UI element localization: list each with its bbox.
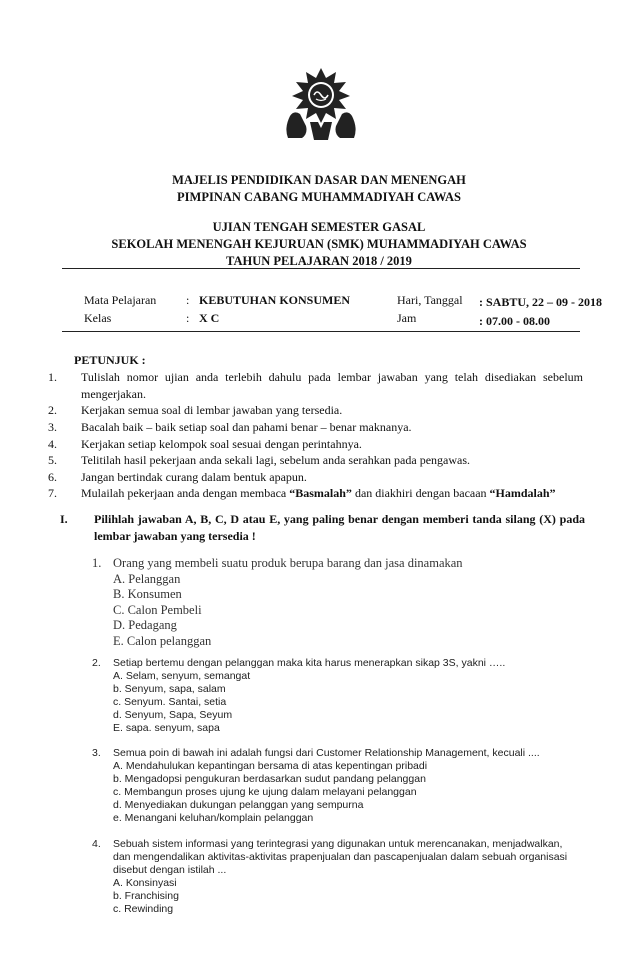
question-text: Orang yang membeli suatu produk berupa barang dan jasa dinamakan xyxy=(113,556,463,570)
question-number: 2. xyxy=(92,657,101,669)
petunjuk-text: Telitilah hasil pekerjaan anda sekali lagi, sebelum anda serahkan pada pengawas. xyxy=(81,453,471,467)
class-colon: : xyxy=(186,311,190,325)
section-instruction xyxy=(60,511,585,545)
petunjuk-num: 6. xyxy=(48,470,57,484)
muhammadiyah-logo xyxy=(276,66,366,146)
option: c. Senyum. Santai, setia xyxy=(113,696,227,708)
time-label: Jam xyxy=(397,311,417,325)
class-value: X C xyxy=(199,311,220,325)
petunjuk-text: Bacalah baik – baik setiap soal dan pahami benar – benar maknanya. xyxy=(81,420,412,434)
option: A. Konsinyasi xyxy=(113,877,177,889)
time-value: : 07.00 - 08.00 xyxy=(479,314,550,328)
option: B. Konsumen xyxy=(113,587,182,601)
hamdalah-text: “Hamdalah” xyxy=(489,486,556,500)
option: d. Senyum, Sapa, Seyum xyxy=(113,709,233,721)
question-number: 3. xyxy=(92,747,101,759)
subject-colon: : xyxy=(186,293,190,307)
petunjuk-item xyxy=(48,369,583,402)
header-line4: SEKOLAH MENENGAH KEJURUAN (SMK) MUHAMMADIYAH CAWAS xyxy=(111,237,527,251)
header-divider xyxy=(62,268,580,269)
option: D. Pedagang xyxy=(113,618,177,632)
question-number: 1. xyxy=(92,556,102,570)
section-text: Pilihlah jawaban A, B, C, D atau E, yang paling benar dengan memberi tanda silang (X) pada lembar jawaban yang tersedia ! xyxy=(94,512,585,543)
petunjuk-item xyxy=(48,436,583,453)
question-number: 4. xyxy=(92,838,101,850)
header-line2: PIMPINAN CABANG MUHAMMADIYAH CAWAS xyxy=(177,190,461,204)
petunjuk-item xyxy=(48,469,583,486)
petunjuk-text xyxy=(81,485,583,502)
option: C. Calon Pembeli xyxy=(113,602,202,617)
petunjuk-text-part: dan diakhiri dengan bacaan xyxy=(351,486,490,500)
option: e. Menangani keluhan/komplain pelanggan xyxy=(113,812,314,824)
header-line3: UJIAN TENGAH SEMESTER GASAL xyxy=(212,220,426,234)
petunjuk-item xyxy=(48,402,583,419)
petunjuk-text: Kerjakan semua soal di lembar jawaban yang tersedia. xyxy=(81,403,343,417)
option: A. Mendahulukan kepantingan bersama di atas kepentingan pribadi xyxy=(113,760,428,772)
petunjuk-item xyxy=(48,485,583,502)
petunjuk-num: 7. xyxy=(48,486,57,500)
class-label: Kelas xyxy=(84,311,112,325)
header-line1: MAJELIS PENDIDIKAN DASAR DAN MENENGAH xyxy=(172,173,466,187)
petunjuk-text: Jangan bertindak curang dalam bentuk apapun. xyxy=(81,470,307,484)
section-number: I. xyxy=(60,512,68,526)
petunjuk-item xyxy=(48,452,583,469)
subject-label: Mata Pelajaran xyxy=(84,293,157,307)
day-label: Hari, Tanggal xyxy=(397,293,463,307)
option: A. Pelanggan xyxy=(113,571,181,586)
petunjuk-num: 4. xyxy=(48,437,57,451)
question-4 xyxy=(92,838,572,916)
header-exam-block xyxy=(0,219,638,270)
petunjuk-num: 2. xyxy=(48,403,57,417)
header-line5: TAHUN PELAJARAN 2018 / 2019 xyxy=(226,254,412,268)
option: c. Membangun proses ujung ke ujung dalam melayani pelanggan xyxy=(113,786,417,798)
option: E. Calon pelanggan xyxy=(113,633,212,648)
option: b. Mengadopsi pengukuran berdasarkan sudut pandang pelanggan xyxy=(113,773,426,785)
header-top-block xyxy=(0,172,638,206)
option: b. Senyum, sapa, salam xyxy=(113,683,226,695)
question-text: Setiap bertemu dengan pelanggan maka kita harus menerapkan sikap 3S, yakni ….. xyxy=(113,657,506,669)
petunjuk-num: 3. xyxy=(48,420,57,434)
option: E. sapa. senyum, sapa xyxy=(113,722,220,734)
option: b. Franchising xyxy=(113,890,179,902)
option: A. Selam, senyum, semangat xyxy=(113,670,251,682)
option: d. Menyediakan dukungan pelanggan yang sempurna xyxy=(113,799,364,811)
question-3 xyxy=(92,747,592,825)
question-1 xyxy=(92,556,592,649)
petunjuk-title: PETUNJUK : xyxy=(74,353,146,367)
question-text: Sebuah sistem informasi yang terintegrasi yang digunakan untuk merencanakan, menjadwalkan, dan mengendalikan aktivitas-aktivitas prapenjualan dan pascapenjualan dalam sebuah organisasi disebut dengan istilah ... xyxy=(113,838,568,876)
petunjuk-text: Kerjakan setiap kelompok soal sesuai dengan perintahnya. xyxy=(81,437,362,451)
petunjuk-num: 5. xyxy=(48,453,57,467)
petunjuk-text-part: Mulailah pekerjaan anda dengan membaca xyxy=(81,486,290,500)
petunjuk-num: 1. xyxy=(48,370,57,384)
basmalah-text: “Basmalah” xyxy=(289,486,352,500)
info-divider xyxy=(62,331,580,332)
petunjuk-item xyxy=(48,419,583,436)
question-text: Semua poin di bawah ini adalah fungsi dari Customer Relationship Management, kecuali .... xyxy=(113,747,540,759)
subject-value: KEBUTUHAN KONSUMEN xyxy=(199,293,351,307)
question-2 xyxy=(92,657,592,735)
petunjuk-text: Tulislah nomor ujian anda terlebih dahulu pada lembar jawaban yang telah disediakan sebelum mengerjakan. xyxy=(81,370,583,401)
option: c. Rewinding xyxy=(113,903,174,915)
day-value: : SABTU, 22 – 09 - 2018 xyxy=(479,295,603,309)
